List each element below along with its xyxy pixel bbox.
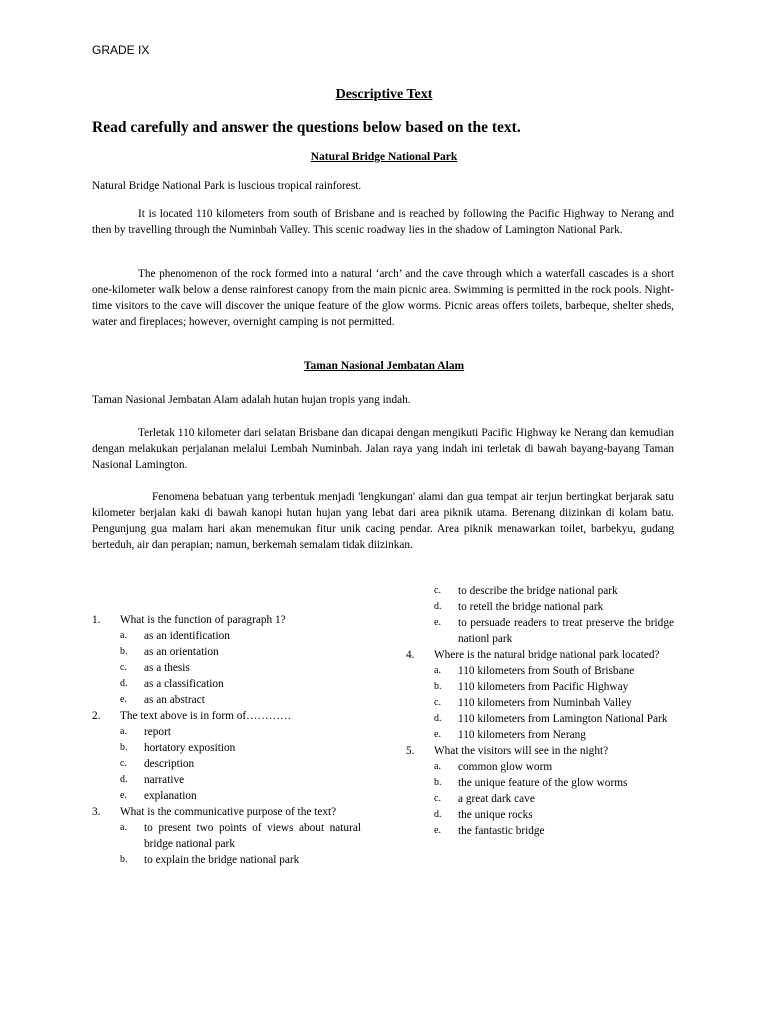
indonesian-paragraph-3: Fenomena bebatuan yang terbentuk menjadi 'lengkungan' alami dan gua tempat air terjun bertingkat berjarak satu kilometer berjalan kaki di bawah kanopi hutan hujan yang lebat dari area piknik utama. Berenang diizinkan di kolam batu. Pengunjung gua malam hari akan menemukan fitur unik cacing pendar. Area piknik menawarkan toilet, barbekyu, gudang berteduh, air dan perapian; namun, berkemah semalam tidak diizinkan. xyxy=(92,491,674,551)
option-letter: b. xyxy=(120,646,128,657)
option-letter: e. xyxy=(120,790,127,801)
question-text: The text above is in form of………… xyxy=(120,710,292,722)
question-number: 2. xyxy=(92,710,101,722)
question-text: What the visitors will see in the night? xyxy=(434,745,609,757)
option-5b[interactable] xyxy=(406,775,674,791)
question-text: What is the function of paragraph 1? xyxy=(120,614,286,626)
option-5e[interactable] xyxy=(406,823,674,839)
option-letter: e. xyxy=(120,694,127,705)
option-letter: d. xyxy=(120,774,128,785)
option-4e[interactable] xyxy=(406,727,674,743)
option-text: as an identification xyxy=(144,630,230,642)
option-letter: a. xyxy=(434,761,441,772)
option-1e[interactable] xyxy=(92,692,361,708)
option-letter: b. xyxy=(120,854,128,865)
option-2c[interactable] xyxy=(92,756,361,772)
option-text: narrative xyxy=(144,774,185,786)
option-text: explanation xyxy=(144,790,197,802)
option-4c[interactable] xyxy=(406,695,674,711)
option-letter: d. xyxy=(434,713,442,724)
option-3c[interactable] xyxy=(406,583,674,599)
question-number: 3. xyxy=(92,806,101,818)
option-text: 110 kilometers from Pacific Highway xyxy=(458,681,629,693)
question-5 xyxy=(406,743,674,759)
option-text: as a thesis xyxy=(144,662,190,674)
option-letter: b. xyxy=(434,681,442,692)
english-paragraph-1: Natural Bridge National Park is luscious tropical rainforest. xyxy=(92,180,362,192)
question-text: Where is the natural bridge national park located? xyxy=(434,649,660,661)
option-1b[interactable] xyxy=(92,644,361,660)
instruction-text: Read carefully and answer the questions below based on the text. xyxy=(92,119,521,136)
option-text: as an orientation xyxy=(144,646,219,658)
option-text: as an abstract xyxy=(144,694,205,706)
option-text: 110 kilometers from Numinbah Valley xyxy=(458,697,632,709)
question-number: 4. xyxy=(406,649,415,661)
option-text: the unique rocks xyxy=(458,809,533,821)
option-letter: a. xyxy=(434,665,441,676)
option-text: to present two points of views about natural bridge national park xyxy=(144,822,361,850)
option-3e[interactable] xyxy=(406,615,674,647)
question-1 xyxy=(92,612,361,628)
option-5c[interactable] xyxy=(406,791,674,807)
question-3 xyxy=(92,804,361,820)
option-letter: e. xyxy=(434,617,441,628)
option-letter: a. xyxy=(120,630,127,641)
option-letter: c. xyxy=(120,758,127,769)
option-text: hortatory exposition xyxy=(144,742,236,754)
indonesian-paragraph-2: Terletak 110 kilometer dari selatan Brisbane dan dicapai dengan mengikuti Pacific Highway ke Nerang dan kemudian dengan melakukan perjalanan melalui Lembah Numinbah. Jalan raya yang indah ini terletak di bawah bayang-bayang Taman Nasional Lamington. xyxy=(92,427,674,471)
question-text: What is the communicative purpose of the text? xyxy=(120,806,337,818)
option-text: to describe the bridge national park xyxy=(458,585,618,597)
question-4 xyxy=(406,647,674,663)
option-letter: d. xyxy=(120,678,128,689)
questions-left-column xyxy=(92,612,361,868)
option-4b[interactable] xyxy=(406,679,674,695)
option-letter: a. xyxy=(120,822,127,833)
option-2b[interactable] xyxy=(92,740,361,756)
option-letter: b. xyxy=(120,742,128,753)
option-text: to persuade readers to treat preserve the bridge nationl park xyxy=(458,617,674,645)
question-2 xyxy=(92,708,361,724)
english-paragraph-2: It is located 110 kilometers from south of Brisbane and is reached by following the Pacific Highway to Nerang and then by travelling through the Numinbah Valley. This scenic roadway lies in the shadow of Lamington National Park. xyxy=(92,208,674,236)
option-letter: d. xyxy=(434,601,442,612)
option-2a[interactable] xyxy=(92,724,361,740)
option-2e[interactable] xyxy=(92,788,361,804)
option-4a[interactable] xyxy=(406,663,674,679)
option-text: 110 kilometers from Lamington National Park xyxy=(458,713,668,725)
option-letter: d. xyxy=(434,809,442,820)
option-letter: c. xyxy=(434,697,441,708)
option-text: 110 kilometers from Nerang xyxy=(458,729,586,741)
english-passage-title: Natural Bridge National Park xyxy=(310,151,458,163)
option-letter: e. xyxy=(434,729,441,740)
option-1d[interactable] xyxy=(92,676,361,692)
option-text: description xyxy=(144,758,195,770)
option-3a[interactable] xyxy=(92,820,361,852)
option-letter: c. xyxy=(434,585,441,596)
option-5a[interactable] xyxy=(406,759,674,775)
questions-right-column xyxy=(406,583,674,839)
option-letter: a. xyxy=(120,726,127,737)
option-text: a great dark cave xyxy=(458,793,535,805)
option-text: 110 kilometers from South of Brisbane xyxy=(458,665,635,677)
question-number: 5. xyxy=(406,745,415,757)
english-paragraph-3: The phenomenon of the rock formed into a natural ‘arch’ and the cave through which a waterfall cascades is a short one-kilometer walk below a dense rainforest canopy from the main picnic area. Swimming is permitted in the rock pools. Night-time visitors to the cave will discover the unique feature of the glow worms. Picnic areas offers toilets, barbeque, shelter sheds, water and fireplaces; however, overnight camping is not permitted. xyxy=(92,268,674,328)
option-text: the fantastic bridge xyxy=(458,825,545,837)
option-letter: b. xyxy=(434,777,442,788)
option-text: to retell the bridge national park xyxy=(458,601,604,613)
option-text: as a classification xyxy=(144,678,224,690)
option-text: report xyxy=(144,726,171,738)
option-text: to explain the bridge national park xyxy=(144,854,300,866)
option-3b[interactable] xyxy=(92,852,361,868)
question-number: 1. xyxy=(92,614,101,626)
option-1a[interactable] xyxy=(92,628,361,644)
option-letter: c. xyxy=(434,793,441,804)
option-1c[interactable] xyxy=(92,660,361,676)
option-2d[interactable] xyxy=(92,772,361,788)
option-letter: e. xyxy=(434,825,441,836)
document-title: Descriptive Text xyxy=(335,87,433,102)
option-5d[interactable] xyxy=(406,807,674,823)
indonesian-passage-title: Taman Nasional Jembatan Alam xyxy=(303,360,465,372)
option-text: common glow worm xyxy=(458,761,553,773)
option-text: the unique feature of the glow worms xyxy=(458,777,628,789)
option-3d[interactable] xyxy=(406,599,674,615)
option-letter: c. xyxy=(120,662,127,673)
option-4d[interactable] xyxy=(406,711,674,727)
indonesian-paragraph-1: Taman Nasional Jembatan Alam adalah hutan hujan tropis yang indah. xyxy=(92,394,411,406)
grade-label: GRADE IX xyxy=(92,43,150,57)
